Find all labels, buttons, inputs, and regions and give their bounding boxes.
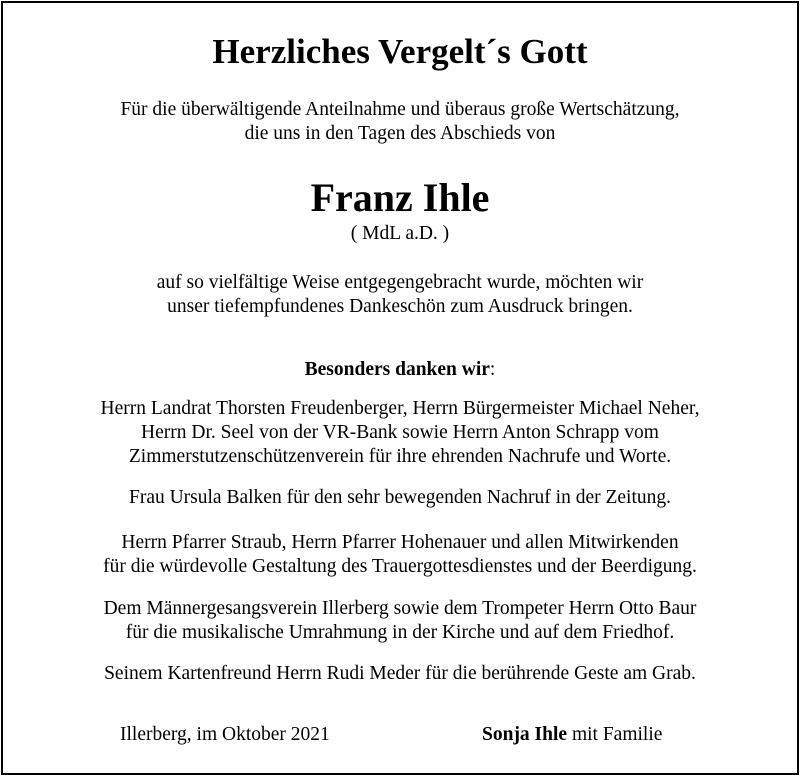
thanks-heading-colon: : [489,359,496,380]
paragraph-line: Herrn Landrat Thorsten Freudenberger, Herrn Bürgermeister Michael Neher, [100,398,700,419]
paragraph-line: für die würdevolle Gestaltung des Trauergottesdienstes und der Beerdigung. [103,556,697,577]
place-date: Illerberg, im Oktober 2021 [120,724,330,745]
middle-line: auf so vielfältige Weise entgegengebracht wurde, möchten wir [156,272,644,293]
intro-line: Für die überwältigende Anteilnahme und überaus große Wertschätzung, [120,99,680,120]
paragraph-line: Herrn Pfarrer Straub, Herrn Pfarrer Hohenauer und allen Mitwirkenden [121,532,679,553]
signer-name: Sonja Ihle [482,724,568,745]
thanks-paragraph [0,597,800,645]
paragraph-line: Seinem Kartenfreund Herrn Rudi Meder für die berührende Geste am Grab. [104,663,696,684]
thanks-paragraph [0,662,800,686]
signature [482,723,662,747]
intro-text [0,98,800,146]
deceased-name: Franz Ihle [310,175,490,220]
thanks-paragraph [0,397,800,469]
thanks-heading [0,357,800,383]
middle-line: unser tiefempfundenes Dankeschön zum Ausdruck bringen. [167,296,633,317]
paragraph-line: Frau Ursula Balken für den sehr bewegenden Nachruf in der Zeitung. [128,487,672,508]
middle-text [0,271,800,319]
thanks-paragraph [0,486,800,510]
thanks-heading-text: Besonders danken wir [304,359,490,380]
paragraph-line: Zimmerstutzenschützenverein für ihre ehrenden Nachrufe und Worte. [128,446,672,467]
notice-title: Herzliches Vergelt´s Gott [212,32,588,71]
signer-suffix: mit Familie [571,724,663,745]
thanks-paragraph [0,531,800,579]
deceased-role: ( MdL a.D. ) [350,223,450,244]
paragraph-line: Dem Männergesangsverein Illerberg sowie dem Trompeter Herrn Otto Baur [103,598,697,619]
paragraph-line: für die musikalische Umrahmung in der Kirche und auf dem Friedhof. [125,622,675,643]
paragraph-line: Herrn Dr. Seel von der VR-Bank sowie Herrn Anton Schrapp vom [141,422,659,443]
intro-line: die uns in den Tagen des Abschieds von [244,123,556,144]
